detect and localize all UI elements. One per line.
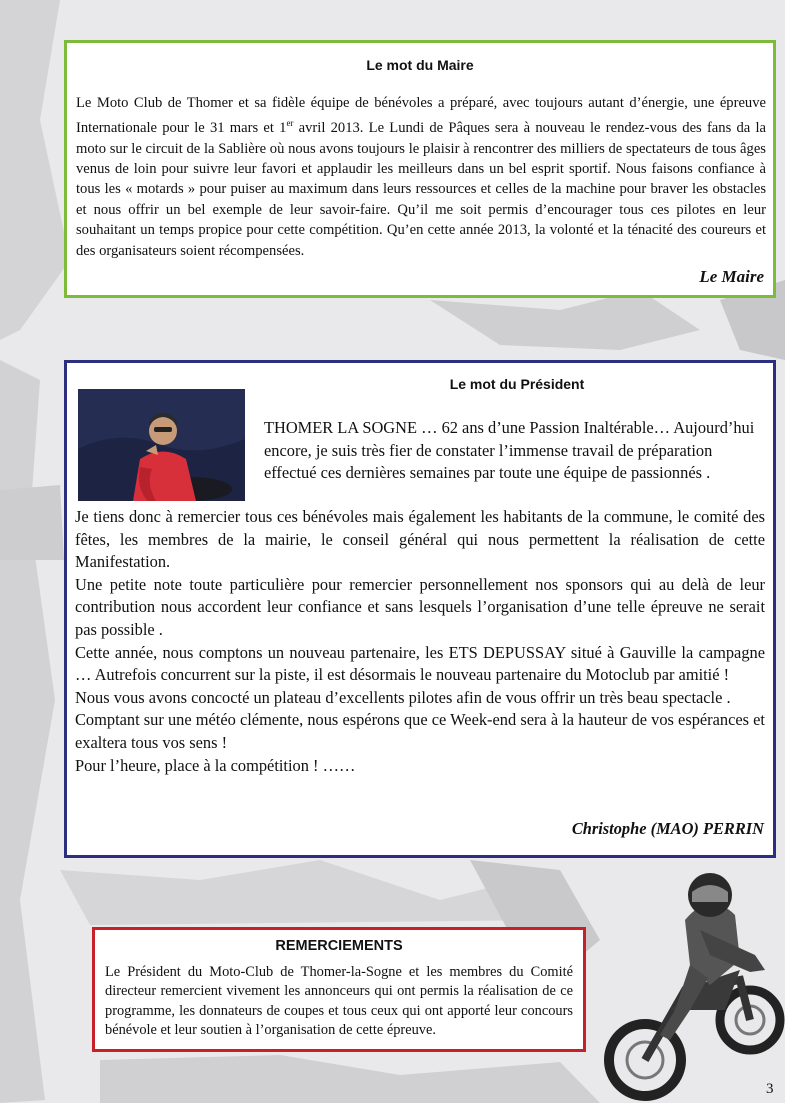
remerciements-box: [92, 927, 586, 1052]
page-number: 3: [766, 1081, 774, 1097]
president-photo-image: [78, 389, 245, 501]
remerciements-title: REMERCIEMENTS: [275, 938, 403, 954]
president-body: [75, 506, 765, 777]
maire-superscript: er: [286, 118, 294, 129]
president-paragraph: Nous vous avons concocté un plateau d’excellents pilotes afin de vous offrir un très beau spectacle .: [75, 687, 731, 707]
maire-signature: Le Maire: [699, 267, 764, 286]
president-paragraph: Je tiens donc à remercier tous ces bénévoles mais également les habitants de la commune, le comité des fêtes, les membres de la mairie, le conseil général qui nous permettent la réalisation de cette Manifestation.: [75, 507, 765, 572]
remerciements-text: Le Président du Moto-Club de Thomer-la-Sogne et les membres du Comité directeur remercient vivement les annonceurs qui ont permis la réalisation de ce programme, les donnateurs de coupes et tous ceux qui ont apporté leur concours bénévole et leur soutien à l’organisation de cette épreuve.: [105, 964, 573, 1039]
president-photo: [78, 389, 245, 501]
president-signature: Christophe (MAO) PERRIN: [571, 819, 764, 838]
maire-text: [76, 93, 766, 261]
maire-box: [64, 40, 776, 298]
president-paragraph: Pour l’heure, place à la compétition ! ……: [75, 755, 356, 775]
president-paragraph: Une petite note toute particulière pour remercier personnellement nos sponsors qui au delà de leur contribution nous accordent leur confiance et sans lesquels l’organisation d’une telle épreuve ne serait pas possible .: [75, 574, 765, 639]
president-paragraph: Cette année, nous comptons un nouveau partenaire, les ETS DEPUSSAY situé à Gauville la campagne … Autrefois concurrent sur la piste, il est désormais le nouveau partenaire du Motoclub par amitié !: [75, 642, 765, 685]
maire-text-part2: avril 2013. Le Lundi de Pâques sera à nouveau le rendez-vous des fans da la moto sur le circuit de la Sablière où nous avons toujours le plaisir à rencontrer des milliers de spectateurs de tous âges venus de loin pour suivre leur favori et applaudir les meilleurs dans un bel esprit sportif. Nous faisons confiance à tous les « motards » pour puiser au maximum dans leurs ressources et celles de la machine pour braver les obstacles et nous offrir un bel exemple de leur savoir-faire. Qu’il me soit permis d’encourager tous ces pilotes en leur souhaitant un temps propice pour cette compétition. Qu’en cette année 2013, la volonté et la ténacité des coureurs et des organisateurs soient récompensées.: [76, 120, 767, 259]
president-title: Le mot du Président: [449, 376, 585, 392]
president-intro: THOMER LA SOGNE … 62 ans d’une Passion Inaltérable… Aujourd’hui encore, je suis très fier de constater l’immense travail de préparation effectué ces dernières semaines par toute une équipe de passionnés .: [264, 418, 755, 483]
motocross-rider-illustration: [590, 860, 785, 1103]
maire-title: Le mot du Maire: [366, 57, 474, 73]
maire-text-part1: Le Moto Club de Thomer et sa fidèle équipe de bénévoles a préparé, avec toujours autant d’énergie, une épreuve Internationale pour le 31 mars et 1: [76, 95, 766, 137]
president-box: [64, 360, 776, 858]
president-paragraph: Comptant sur une météo clémente, nous espérons que ce Week-end sera à la hauteur de vos espérances et exaltera tous vos sens !: [75, 710, 765, 752]
